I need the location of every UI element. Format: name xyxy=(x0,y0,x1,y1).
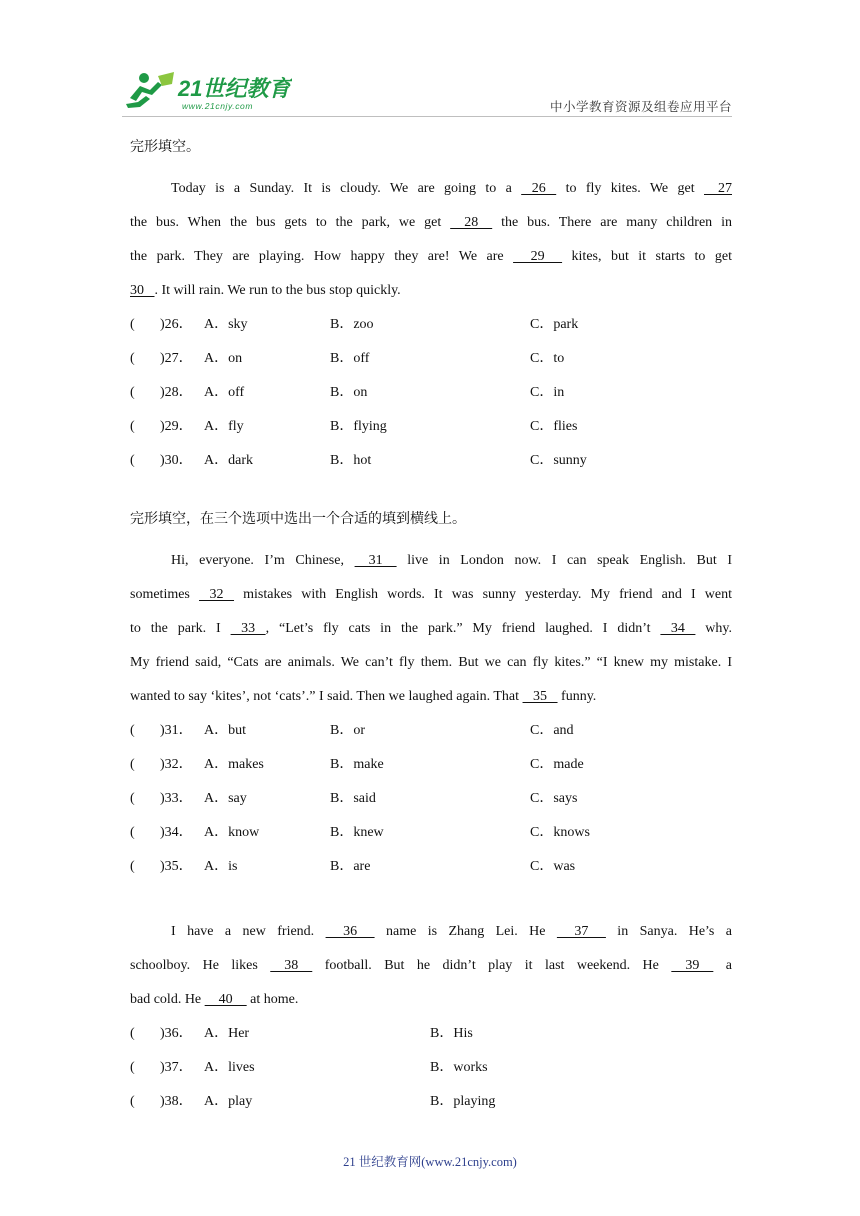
answer-blank: 30 xyxy=(130,283,155,298)
platform-name: 中小学教育资源及组卷应用平台 xyxy=(549,100,732,114)
answer-paren[interactable]: ( xyxy=(130,419,135,434)
question-row xyxy=(130,308,732,342)
option-b: B．playing xyxy=(430,1094,496,1109)
section2-heading: 完形填空，在三个选项中选出一个合适的填到横线上。 xyxy=(130,512,466,527)
logo-url: www.21cnjy.com xyxy=(182,101,254,111)
section1-passage xyxy=(130,172,732,308)
answer-blank: 32 xyxy=(199,587,235,602)
question-number: )35． xyxy=(160,859,193,874)
answer-paren[interactable]: ( xyxy=(130,723,135,738)
option-c: C．in xyxy=(530,385,565,400)
passage-text: sometimes xyxy=(130,587,200,602)
option-a: A．dark xyxy=(204,453,253,468)
section2-questions xyxy=(130,714,732,884)
answer-blank: 26 xyxy=(521,181,557,196)
passage-line xyxy=(130,646,732,680)
passage-line xyxy=(130,240,732,274)
option-b: B．works xyxy=(430,1060,488,1075)
option-a: A．makes xyxy=(204,757,264,772)
passage-line xyxy=(130,915,732,949)
answer-blank: 35 xyxy=(522,689,558,704)
passage-text: to fly kites. We get xyxy=(556,181,704,196)
option-c: C．park xyxy=(530,317,579,332)
option-c: C．to xyxy=(530,351,565,366)
passage-text: why. xyxy=(695,621,732,636)
question-row xyxy=(130,782,732,816)
option-a: A．Her xyxy=(204,1026,250,1041)
answer-blank: 40 xyxy=(204,992,247,1007)
answer-paren[interactable]: ( xyxy=(130,825,135,840)
passage-text: kites, but it starts to get xyxy=(562,249,732,264)
option-a: A．is xyxy=(204,859,238,874)
passage-text: funny. xyxy=(557,689,597,704)
passage-text: Today is a Sunday. It is cloudy. We are going to a xyxy=(171,181,522,196)
answer-paren[interactable]: ( xyxy=(130,791,135,806)
passage-text: live in London now. I can speak English. But I xyxy=(396,553,732,568)
passage-text: the bus. When the bus gets to the park, we get xyxy=(130,215,451,230)
passage-text: Hi, everyone. I’m Chinese, xyxy=(171,553,355,568)
option-b: B．zoo xyxy=(330,317,374,332)
option-a: A．off xyxy=(204,385,245,400)
option-a: A．on xyxy=(204,351,243,366)
option-a: A．lives xyxy=(204,1060,255,1075)
passage-line xyxy=(130,983,732,1017)
question-row xyxy=(130,1085,732,1119)
answer-paren[interactable]: ( xyxy=(130,351,135,366)
passage-line xyxy=(130,544,732,578)
option-a: A．but xyxy=(204,723,246,738)
question-number: )30． xyxy=(160,453,193,468)
option-a: A．know xyxy=(204,825,260,840)
passage-text: in Sanya. He’s a xyxy=(605,924,732,939)
option-c: C．sunny xyxy=(530,453,587,468)
section3-questions xyxy=(130,1017,732,1119)
question-number: )38． xyxy=(160,1094,193,1109)
passage-text: bad cold. He xyxy=(130,992,205,1007)
passage-text: I have a new friend. xyxy=(171,924,326,939)
option-b: B．His xyxy=(430,1026,473,1041)
option-c: C．knows xyxy=(530,825,590,840)
answer-blank: 36 xyxy=(325,924,375,939)
option-b: B．flying xyxy=(330,419,387,434)
passage-text: schoolboy. He likes xyxy=(130,958,271,973)
question-number: )29． xyxy=(160,419,193,434)
option-c: C．says xyxy=(530,791,578,806)
passage-text: mistakes with English words. It was sunny yesterday. My friend and I went xyxy=(234,587,732,602)
question-number: )32． xyxy=(160,757,193,772)
option-a: A．fly xyxy=(204,419,244,434)
page-header xyxy=(122,64,732,116)
answer-blank: 37 xyxy=(556,924,606,939)
section1-heading: 完形填空。 xyxy=(130,140,200,155)
question-row xyxy=(130,816,732,850)
question-row xyxy=(130,376,732,410)
question-row xyxy=(130,1017,732,1051)
answer-blank: 38 xyxy=(270,958,313,973)
question-number: )27． xyxy=(160,351,193,366)
section3-passage xyxy=(130,915,732,1017)
passage-line xyxy=(130,949,732,983)
option-b: B．off xyxy=(330,351,370,366)
answer-paren[interactable]: ( xyxy=(130,453,135,468)
question-number: )28． xyxy=(160,385,193,400)
passage-text: the bus. There are many children in xyxy=(492,215,732,230)
question-row xyxy=(130,410,732,444)
answer-paren[interactable]: ( xyxy=(130,757,135,772)
header-divider xyxy=(122,116,732,117)
document-content xyxy=(130,138,732,1119)
question-number: )36． xyxy=(160,1026,193,1041)
option-a: A．say xyxy=(204,791,247,806)
passage-text: My friend said, “Cats are animals. We can’t fly them. But we can fly kites.” “I knew my mistake. I xyxy=(130,655,732,670)
section2-passage xyxy=(130,544,732,714)
option-c: C．was xyxy=(530,859,576,874)
option-b: B．are xyxy=(330,859,371,874)
answer-paren[interactable]: ( xyxy=(130,1094,135,1109)
passage-text: a xyxy=(713,958,732,973)
option-b: B．said xyxy=(330,791,376,806)
answer-paren[interactable]: ( xyxy=(130,859,135,874)
passage-text: football. But he didn’t play it last weekend. He xyxy=(312,958,672,973)
option-b: B．hot xyxy=(330,453,372,468)
passage-text: . It will rain. We run to the bus stop quickly. xyxy=(154,283,401,298)
question-number: )34． xyxy=(160,825,193,840)
page-footer: 21 世纪教育网(www.21cnjy.com) xyxy=(343,1155,517,1169)
option-c: C．made xyxy=(530,757,584,772)
question-row xyxy=(130,850,732,884)
runner-icon xyxy=(126,72,174,108)
site-logo xyxy=(122,68,292,112)
answer-blank: 27 xyxy=(704,181,732,196)
passage-line xyxy=(130,274,732,308)
option-b: B．make xyxy=(330,757,384,772)
passage-text: to the park. I xyxy=(130,621,231,636)
option-b: B．knew xyxy=(330,825,384,840)
option-a: A．sky xyxy=(204,317,248,332)
passage-text: , “Let’s fly cats in the park.” My friend laughed. I didn’t xyxy=(265,621,661,636)
question-number: )33． xyxy=(160,791,193,806)
passage-text: wanted to say ‘kites’, not ‘cats’.” I said. Then we laughed again. That xyxy=(130,689,523,704)
passage-line xyxy=(130,206,732,240)
spacer xyxy=(130,884,732,918)
option-b: B．on xyxy=(330,385,368,400)
question-row xyxy=(130,444,732,478)
spacer xyxy=(130,478,732,512)
option-c: C．and xyxy=(530,723,574,738)
answer-blank: 31 xyxy=(354,553,397,568)
option-c: C．flies xyxy=(530,419,578,434)
question-number: )37． xyxy=(160,1060,193,1075)
passage-text: the park. They are playing. How happy they are! We are xyxy=(130,249,514,264)
option-b: B．or xyxy=(330,723,365,738)
logo-text: 21世纪教育 xyxy=(178,76,291,101)
question-row xyxy=(130,1051,732,1085)
passage-line xyxy=(130,578,732,612)
answer-blank: 28 xyxy=(450,215,493,230)
answer-paren[interactable]: ( xyxy=(130,1026,135,1041)
question-number: )26． xyxy=(160,317,193,332)
answer-paren[interactable]: ( xyxy=(130,1060,135,1075)
passage-line xyxy=(130,172,732,206)
passage-text: name is Zhang Lei. He xyxy=(374,924,557,939)
section1-questions xyxy=(130,308,732,478)
passage-text: at home. xyxy=(246,992,299,1007)
passage-line xyxy=(130,612,732,646)
answer-paren[interactable]: ( xyxy=(130,385,135,400)
answer-blank: 39 xyxy=(671,958,714,973)
question-row xyxy=(130,342,732,376)
question-number: )31． xyxy=(160,723,193,738)
question-row xyxy=(130,714,732,748)
answer-blank: 33 xyxy=(230,621,266,636)
answer-blank: 34 xyxy=(660,621,696,636)
answer-paren[interactable]: ( xyxy=(130,317,135,332)
question-row xyxy=(130,748,732,782)
passage-line xyxy=(130,680,732,714)
answer-blank: 29 xyxy=(513,249,563,264)
option-a: A．play xyxy=(204,1094,253,1109)
